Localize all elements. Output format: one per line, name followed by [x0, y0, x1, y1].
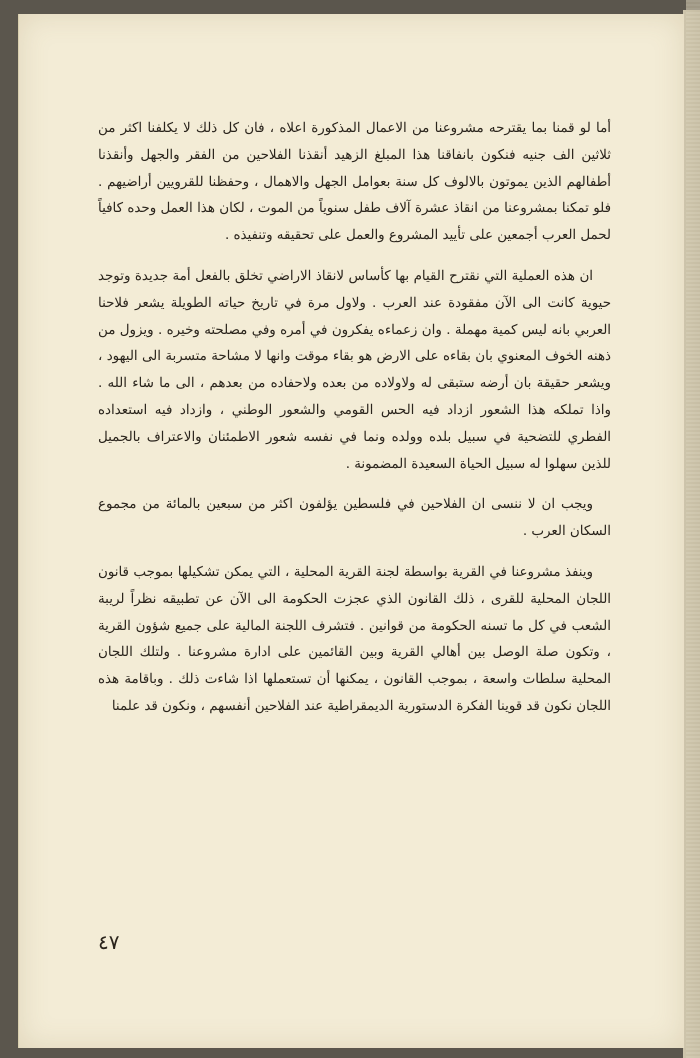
paragraph-1: أما لو قمنا بما يقترحه مشروعنا من الاعمال المذكورة اعلاه ، فان كل ذلك لا يكلفنا اكثر من ثلاثين الف جنيه فنكون بانفاقنا هذا المبلغ الزهيد أنقذنا الفلاحين من الفقر والجهل وأنقذنا أطفالهم الذين يموتون بالالوف كل سنة بعوامل الجهل والاهمال ، وحفظنا للقرويين أراضيهم . فلو تمكنا بمشروعنا من انقاذ عشرة آلاف طفل سنوياً من الموت ، لكان هذا العمل وحده كافياً لحمل العرب أجمعين على تأييد المشروع والعمل على تحقيقه وتنفيذه .: [98, 121, 611, 244]
paragraph-3: ويجب ان لا ننسى ان الفلاحين في فلسطين يؤلفون اكثر من سبعين بالمائة من مجموع السكان العرب .: [98, 497, 611, 540]
book-edge-texture: [686, 0, 700, 1058]
page-number: ٤٧: [98, 930, 120, 954]
paragraph-4: وينفذ مشروعنا في القرية بواسطة لجنة القرية المحلية ، التي يمكن تشكيلها بموجب قانون اللجان المحلية للقرى ، ذلك القانون الذي عجزت الحكومة الى الآن عن تطبيقه نظراً لريبة الشعب في كل ما تسنه الحكومة من قوانين . فتشرف اللجنة المالية على جميع شؤون القرية ، وتكون صلة الوصل بين أهالي القرية وبين القائمين على ادارة مشروعنا . ولتلك اللجان المحلية سلطات واسعة ، بموجب القانون ، يمكنها أن تستعملها اذا شاءت ذلك . وباقامة هذه اللجان نكون قد قوينا الفكرة الدستورية الديمقراطية عند الفلاحين أنفسهم ، ونكون قد علمنا: [98, 564, 611, 714]
body-text: [98, 116, 611, 721]
paragraph-2: ان هذه العملية التي نقترح القيام بها كأساس لانقاذ الاراضي تخلق بالفعل أمة جديدة وتوجد حيوية كانت الى الآن مفقودة عند العرب . ولاول مرة في تاريخ حياته الطويلة يشعر فلاحنا العربي بانه ليس كمية مهملة . وان زعماءه يفكرون في أمره وفي مصلحته وخيره . ويزول من ذهنه الخوف المعنوي بان بقاءه على الارض هو بقاء موقت وانها لا مشاحة متسربة الى اليهود ، ويشعر حقيقة بان أرضه ستبقى له ولاولاده من بعده ولاحفاده من بعدهم ، الى ما شاء الله . واذا تملكه هذا الشعور ازداد فيه الحس القومي والشعور الوطني ، وازداد فيه استعداده الفطري للتضحية في سبيل بلده وولده ونما في نفسه شعور الاطمئنان والاعتراف بالجميل للذين سهلوا له سبيل الحياة السعيدة المضمونة .: [98, 268, 611, 472]
